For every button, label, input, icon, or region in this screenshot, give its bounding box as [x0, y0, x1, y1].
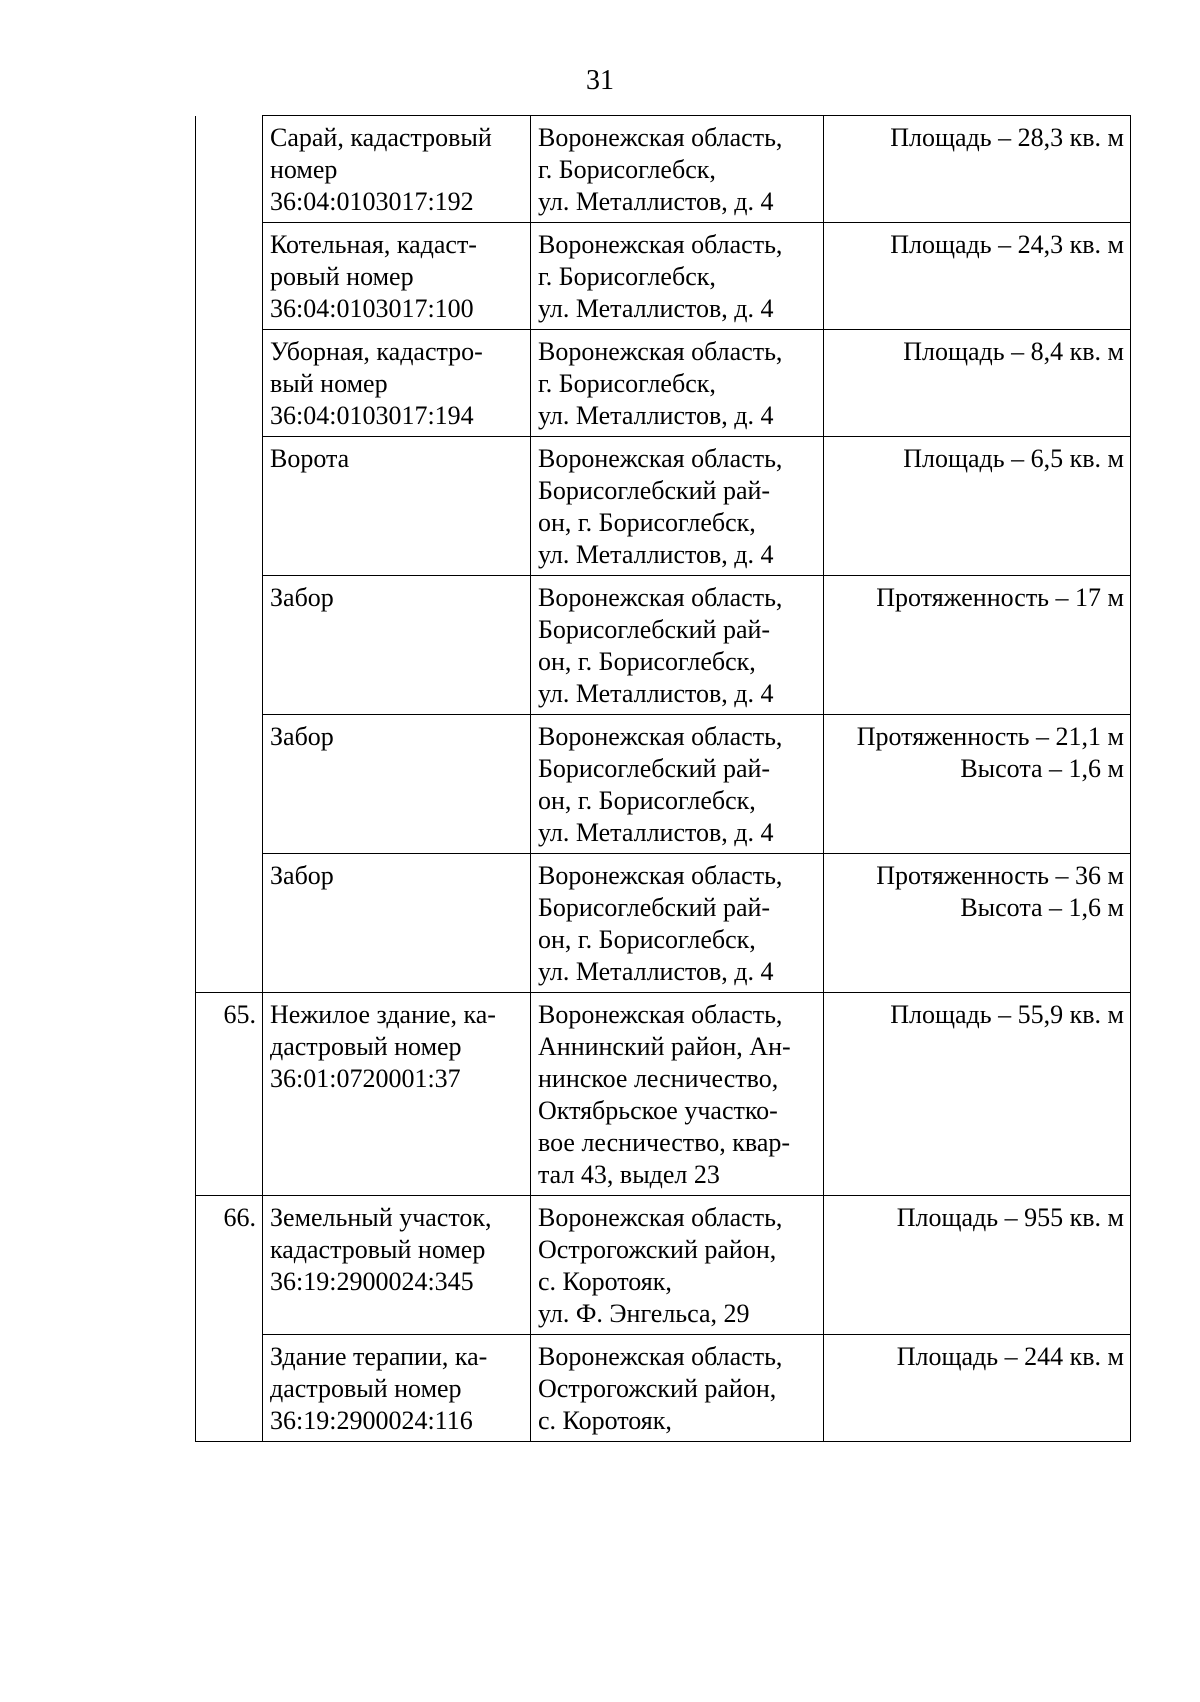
address-cell-line: Борисоглебский рай-	[538, 476, 771, 505]
object-name-cell-line: вый номер	[270, 369, 388, 398]
table-row	[196, 437, 1131, 576]
table-row	[196, 330, 1131, 437]
characteristics-cell	[824, 1335, 1131, 1442]
characteristics-cell-line: Площадь – 244 кв. м	[896, 1342, 1124, 1371]
address-cell	[531, 330, 824, 437]
address-cell-line: ул. Металлистов, д. 4	[538, 294, 774, 323]
object-name-cell-line: Здание терапии, ка-	[270, 1342, 488, 1371]
object-name-cell	[263, 223, 531, 330]
address-cell-line: ул. Металлистов, д. 4	[538, 679, 774, 708]
characteristics-cell	[824, 1196, 1131, 1335]
address-cell-line: тал 43, выдел 23	[538, 1160, 720, 1189]
address-cell-line: г. Борисоглебск,	[538, 262, 716, 291]
address-cell	[531, 1196, 824, 1335]
address-cell	[531, 437, 824, 576]
address-cell-line: г. Борисоглебск,	[538, 155, 716, 184]
address-cell-line: Воронежская область,	[538, 861, 783, 890]
address-cell-line: ул. Металлистов, д. 4	[538, 540, 774, 569]
address-cell	[531, 715, 824, 854]
object-name-cell	[263, 437, 531, 576]
characteristics-cell-line: Площадь – 24,3 кв. м	[890, 230, 1124, 259]
address-cell-line: Воронежская область,	[538, 444, 783, 473]
address-cell-line: Борисоглебский рай-	[538, 615, 771, 644]
address-cell-line: Аннинский район, Ан-	[538, 1032, 791, 1061]
characteristics-cell-line: Протяженность – 21,1 м	[856, 722, 1124, 751]
address-cell-line: ул. Металлистов, д. 4	[538, 401, 774, 430]
address-cell-line: Воронежская область,	[538, 1203, 783, 1232]
address-cell	[531, 223, 824, 330]
item-number-cell: 66.	[196, 1196, 263, 1335]
object-name-cell-line: кадастровый номер	[270, 1235, 486, 1264]
item-number-cell: 65.	[196, 993, 263, 1196]
page-number: 31	[586, 65, 614, 96]
object-name-cell-line: дастровый номер	[270, 1374, 462, 1403]
object-name-cell-line: Сарай, кадастровый	[270, 123, 492, 152]
object-name-cell-line: 36:04:0103017:194	[270, 401, 474, 430]
table-row	[196, 993, 1131, 1196]
address-cell-line: вое лесничество, квар-	[538, 1128, 791, 1157]
object-name-cell-line: Нежилое здание, ка-	[270, 1000, 496, 1029]
object-name-cell-line: Котельная, кадаст-	[270, 230, 477, 259]
object-name-cell	[263, 1335, 531, 1442]
characteristics-cell-line: Протяженность – 17 м	[876, 583, 1124, 612]
characteristics-cell-line: Высота – 1,6 м	[960, 893, 1124, 922]
address-cell-line: ул. Металлистов, д. 4	[538, 957, 774, 986]
characteristics-cell-line: Площадь – 955 кв. м	[896, 1203, 1124, 1232]
address-cell	[531, 116, 824, 223]
address-cell-line: Воронежская область,	[538, 337, 783, 366]
address-cell-line: ул. Металлистов, д. 4	[538, 818, 774, 847]
address-cell-line: он, г. Борисоглебск,	[538, 786, 756, 815]
object-name-cell-line: дастровый номер	[270, 1032, 462, 1061]
table-row	[196, 715, 1131, 854]
object-name-cell-line: 36:19:2900024:345	[270, 1267, 474, 1296]
address-cell-line: Воронежская область,	[538, 722, 783, 751]
characteristics-cell	[824, 993, 1131, 1196]
address-cell-line: Октябрьское участко-	[538, 1096, 778, 1125]
address-cell-line: Воронежская область,	[538, 230, 783, 259]
address-cell	[531, 576, 824, 715]
address-cell	[531, 1335, 824, 1442]
object-name-cell-line: Уборная, кадастро-	[270, 337, 483, 366]
object-name-cell	[263, 576, 531, 715]
characteristics-cell	[824, 576, 1131, 715]
table-row	[196, 576, 1131, 715]
table-row	[196, 223, 1131, 330]
address-cell-line: с. Коротояк,	[538, 1406, 672, 1435]
object-name-cell-line: Забор	[270, 583, 334, 612]
table-row	[196, 1335, 1131, 1442]
object-name-cell	[263, 1196, 531, 1335]
object-name-cell	[263, 993, 531, 1196]
table-row	[196, 854, 1131, 993]
characteristics-cell-line: Высота – 1,6 м	[960, 754, 1124, 783]
address-cell-line: Воронежская область,	[538, 1342, 783, 1371]
characteristics-cell-line: Площадь – 8,4 кв. м	[903, 337, 1124, 366]
address-cell-line: Острогожский район,	[538, 1374, 777, 1403]
object-name-cell-line: Ворота	[270, 444, 350, 473]
address-cell	[531, 993, 824, 1196]
table-row	[196, 116, 1131, 223]
property-registry-table	[195, 115, 1131, 1442]
characteristics-cell	[824, 116, 1131, 223]
object-name-cell-line: 36:04:0103017:192	[270, 187, 474, 216]
object-name-cell-line: ровый номер	[270, 262, 414, 291]
characteristics-cell-line: Протяженность – 36 м	[876, 861, 1124, 890]
address-cell-line: нинское лесничество,	[538, 1064, 779, 1093]
object-name-cell-line: 36:19:2900024:116	[270, 1406, 473, 1435]
item-number-cell	[196, 1335, 263, 1442]
object-name-cell	[263, 854, 531, 993]
address-cell-line: с. Коротояк,	[538, 1267, 672, 1296]
address-cell-line: он, г. Борисоглебск,	[538, 508, 756, 537]
object-name-cell-line: номер	[270, 155, 338, 184]
characteristics-cell-line: Площадь – 28,3 кв. м	[890, 123, 1124, 152]
characteristics-cell	[824, 330, 1131, 437]
address-cell-line: г. Борисоглебск,	[538, 369, 716, 398]
registry-table-body	[196, 116, 1131, 1442]
object-name-cell	[263, 330, 531, 437]
item-number-cell	[196, 116, 263, 223]
address-cell	[531, 854, 824, 993]
characteristics-cell-line: Площадь – 6,5 кв. м	[903, 444, 1124, 473]
characteristics-cell	[824, 715, 1131, 854]
item-number-cell	[196, 576, 263, 715]
address-cell-line: Борисоглебский рай-	[538, 893, 771, 922]
object-name-cell-line: 36:01:0720001:37	[270, 1064, 461, 1093]
object-name-cell-line: Забор	[270, 861, 334, 890]
characteristics-cell-line: Площадь – 55,9 кв. м	[890, 1000, 1124, 1029]
item-number-cell	[196, 715, 263, 854]
item-number-cell	[196, 223, 263, 330]
table-row	[196, 1196, 1131, 1335]
address-cell-line: Воронежская область,	[538, 1000, 783, 1029]
item-number-cell	[196, 854, 263, 993]
address-cell-line: он, г. Борисоглебск,	[538, 925, 756, 954]
characteristics-cell	[824, 437, 1131, 576]
object-name-cell-line: Забор	[270, 722, 334, 751]
item-number-cell	[196, 330, 263, 437]
address-cell-line: ул. Металлистов, д. 4	[538, 187, 774, 216]
address-cell-line: Борисоглебский рай-	[538, 754, 771, 783]
object-name-cell-line: Земельный участок,	[270, 1203, 492, 1232]
object-name-cell-line: 36:04:0103017:100	[270, 294, 474, 323]
item-number-cell	[196, 437, 263, 576]
address-cell-line: Воронежская область,	[538, 583, 783, 612]
characteristics-cell	[824, 854, 1131, 993]
object-name-cell	[263, 116, 531, 223]
characteristics-cell	[824, 223, 1131, 330]
address-cell-line: он, г. Борисоглебск,	[538, 647, 756, 676]
address-cell-line: Острогожский район,	[538, 1235, 777, 1264]
object-name-cell	[263, 715, 531, 854]
address-cell-line: ул. Ф. Энгельса, 29	[538, 1299, 750, 1328]
address-cell-line: Воронежская область,	[538, 123, 783, 152]
